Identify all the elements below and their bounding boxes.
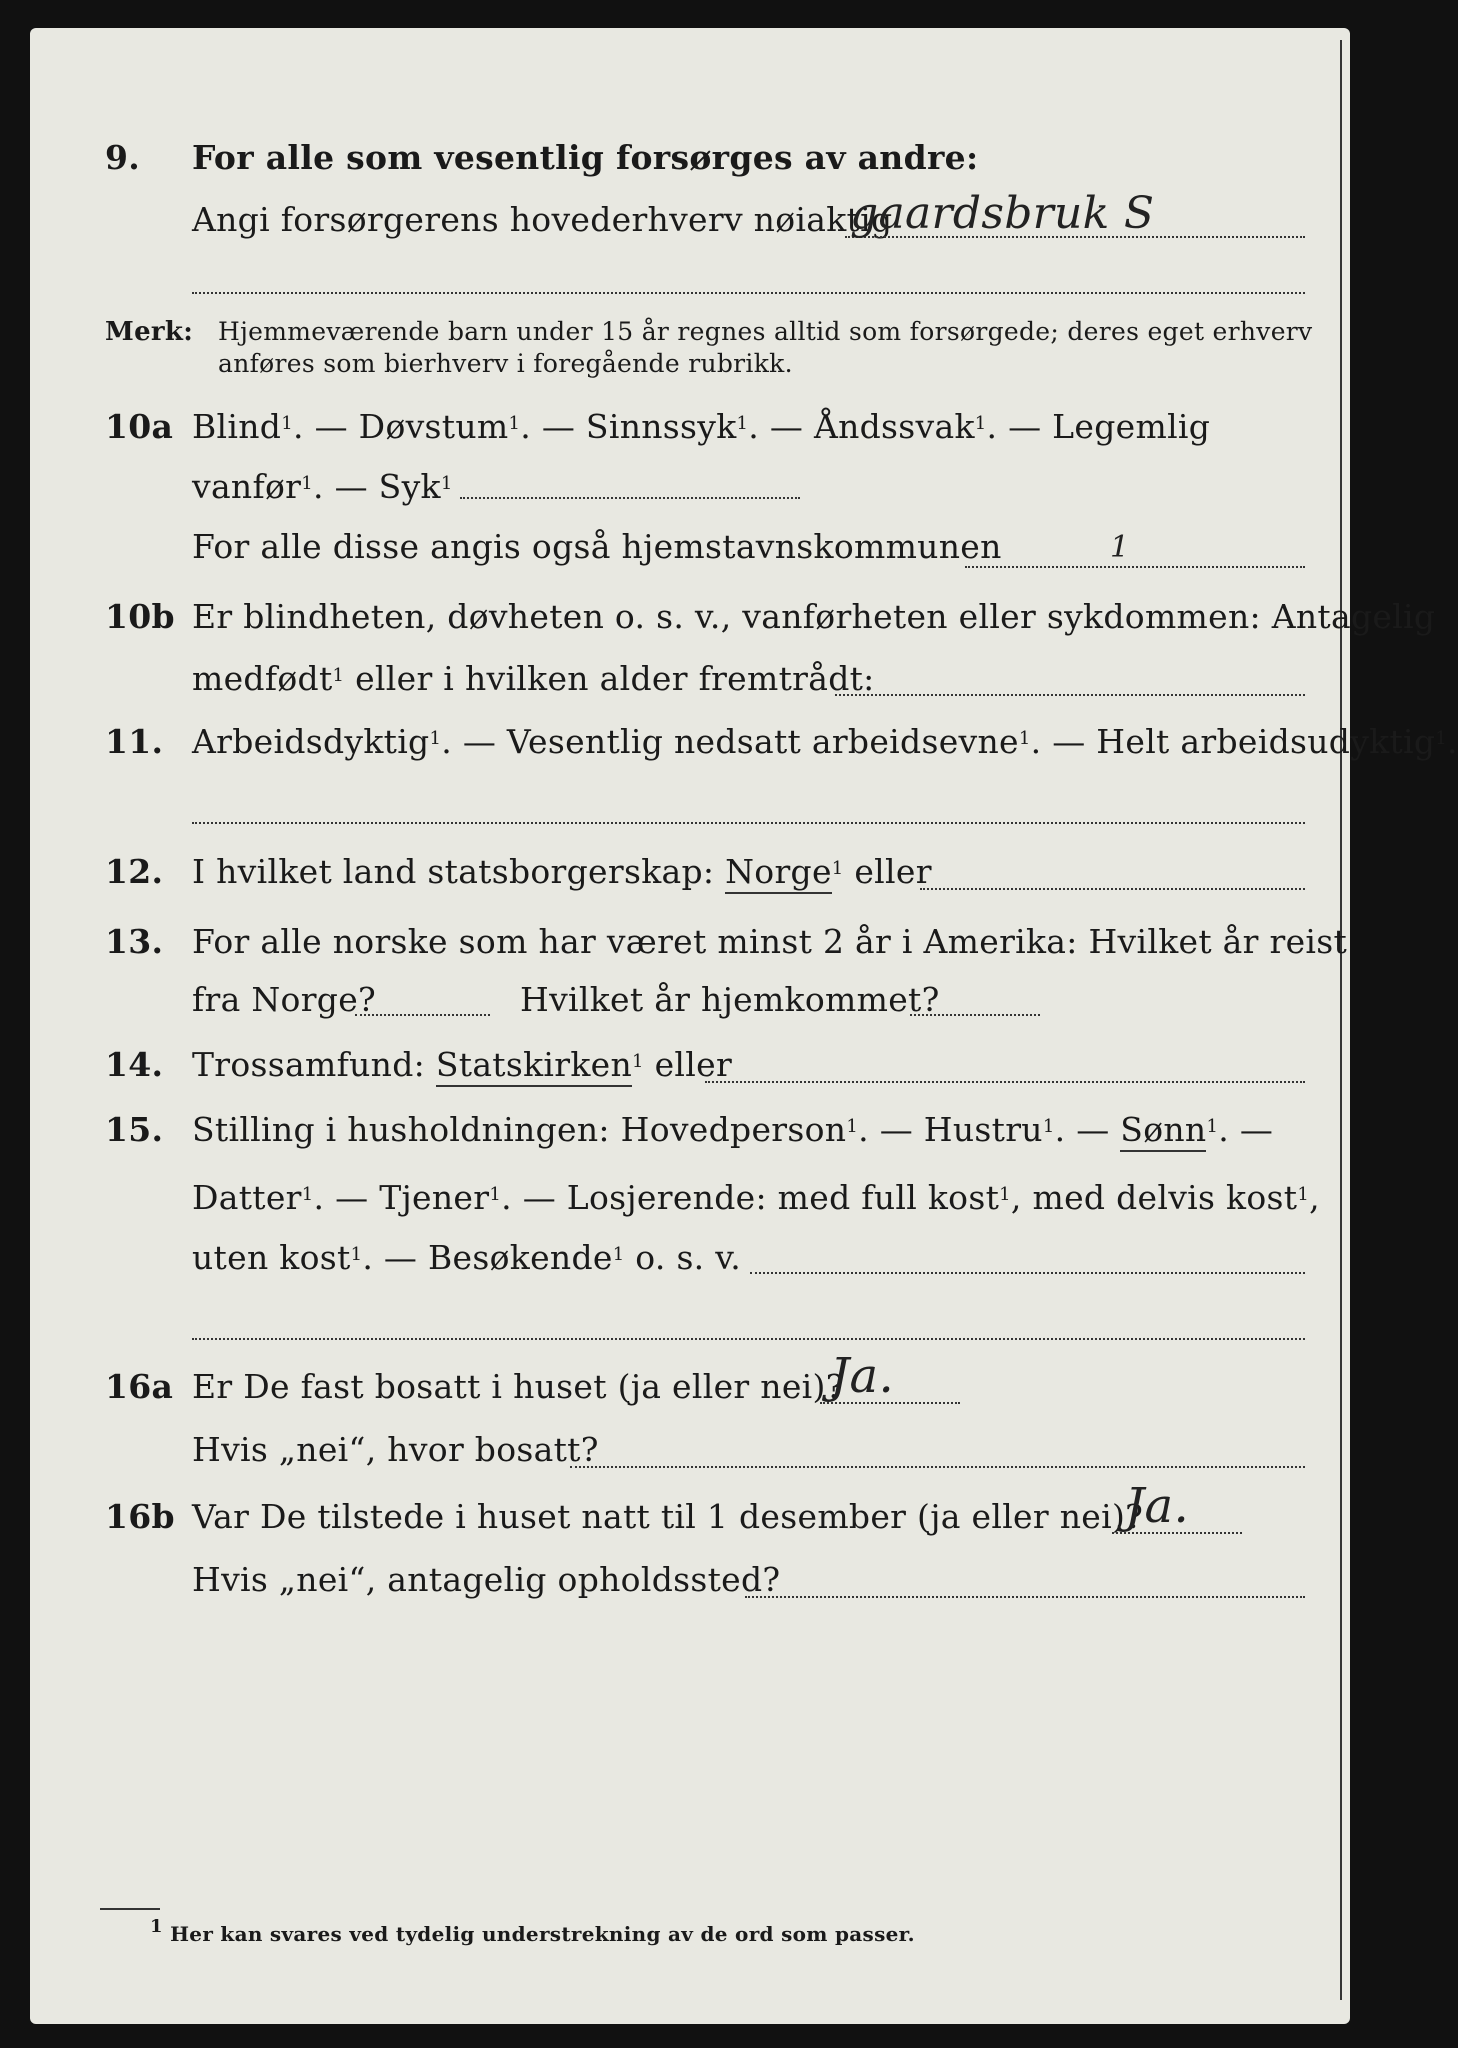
q14-line: Trossamfund: Statskirken$^1$ eller: [192, 1045, 732, 1085]
q14-number: 14.: [105, 1045, 164, 1084]
q12-line: I hvilket land statsborgerskap: Norge$^1$ eller: [192, 852, 932, 892]
q16b-line1: Var De tilstede i huset natt til 1 desember (ja eller nei)?: [192, 1497, 1144, 1536]
q12-norge-underlined: Norge: [725, 852, 832, 894]
q16b-answer: Ja.: [1125, 1478, 1190, 1534]
q16b-number: 16b: [105, 1497, 175, 1536]
q16b-line2: Hvis „nei“, antagelig opholdssted?: [192, 1560, 781, 1599]
q11-line: Arbeidsdyktig$^1$. — Vesentlig nedsatt arbeidsevne$^1$. — Helt arbeidsudyktig$^1$.: [192, 722, 1458, 761]
q13-line2a: fra Norge?: [192, 980, 377, 1019]
q13-hjemkommet-line: [910, 1014, 1040, 1016]
q13-number: 13.: [105, 922, 164, 961]
q10b-answer-line: [835, 694, 1305, 696]
footnote-rule: [100, 1908, 160, 1910]
q16a-bosatt-line: [570, 1466, 1305, 1468]
q9-number: 9.: [105, 138, 141, 177]
q13-reist-line: [355, 1014, 490, 1016]
q12-number: 12.: [105, 852, 164, 891]
q10b-line2: medfødt$^1$ eller i hvilken alder fremtrådt:: [192, 659, 875, 698]
q10b-number: 10b: [105, 597, 175, 636]
q16a-line2: Hvis „nei“, hvor bosatt?: [192, 1430, 599, 1469]
q16a-number: 16a: [105, 1367, 174, 1406]
q15-number: 15.: [105, 1110, 164, 1149]
q10a-line1: Blind$^1$. — Døvstum$^1$. — Sinnssyk$^1$. — Åndssvak$^1$. — Legemlig: [192, 407, 1211, 446]
q16a-answer: Ja.: [830, 1348, 895, 1404]
q10a-line2: vanfør$^1$. — Syk$^1$: [192, 467, 453, 506]
q15-line3: uten kost$^1$. — Besøkende$^1$ o. s. v.: [192, 1238, 742, 1277]
footnote-text: Her kan svares ved tydelig understrekning av de ord som passer.: [170, 1922, 915, 1946]
q16b-opholdssted-line: [745, 1596, 1305, 1598]
q10a-blind: Blind: [192, 407, 282, 446]
q16a-line1: Er De fast bosatt i huset (ja eller nei)?: [192, 1367, 844, 1406]
footnote: [150, 1916, 915, 1946]
footnote-mark: 1: [150, 1916, 163, 1937]
q15-answer-line: [750, 1272, 1305, 1274]
q15-sonn-underlined: Sønn: [1120, 1110, 1206, 1152]
merk-label: Merk:: [105, 317, 194, 347]
q15-line2: Datter$^1$. — Tjener$^1$. — Losjerende: med full kost$^1$, med delvis kost$^1$,: [192, 1178, 1320, 1217]
q13-line1: For alle norske som har været minst 2 år i Amerika: Hvilket år reist: [192, 922, 1348, 961]
q14-answer-line: [705, 1081, 1305, 1083]
merk-line2: anføres som bierhverv i foregående rubrikk.: [218, 349, 793, 378]
q14-statskirken-underlined: Statskirken: [436, 1045, 632, 1087]
q9-extra-line: [192, 292, 1305, 294]
q15-extra-line: [192, 1338, 1305, 1340]
q9-line2: Angi forsørgerens hovederhverv nøiaktig: [192, 200, 893, 239]
q10a-number: 10a: [105, 407, 174, 446]
q10a-hjemstavn-line: [965, 566, 1305, 568]
q11-answer-line: [192, 822, 1305, 824]
q10a-syk-line: [460, 497, 800, 499]
merk-line1: Hjemmeværende barn under 15 år regnes alltid som forsørgede; deres eget erhverv: [218, 317, 1313, 346]
q10b-line1: Er blindheten, døvheten o. s. v., vanførheten eller sykdommen: Antagelig: [192, 597, 1436, 636]
q13-line2b: Hvilket år hjemkommet?: [520, 980, 940, 1019]
q10a-mark: 1: [1110, 530, 1130, 565]
q11-number: 11.: [105, 722, 164, 761]
q9-line1: For alle som vesentlig forsørges av andre:: [192, 138, 979, 177]
q16b-answer-line: [1112, 1532, 1242, 1534]
q16a-answer-line: [820, 1402, 960, 1404]
q10a-line3: For alle disse angis også hjemstavnskommunen: [192, 527, 1002, 566]
q9-answer: gaardsbruk S: [850, 188, 1155, 239]
q12-answer-line: [920, 888, 1305, 890]
q15-line1: Stilling i husholdningen: Hovedperson$^1$. — Hustru$^1$. — Sønn$^1$. —: [192, 1110, 1273, 1150]
